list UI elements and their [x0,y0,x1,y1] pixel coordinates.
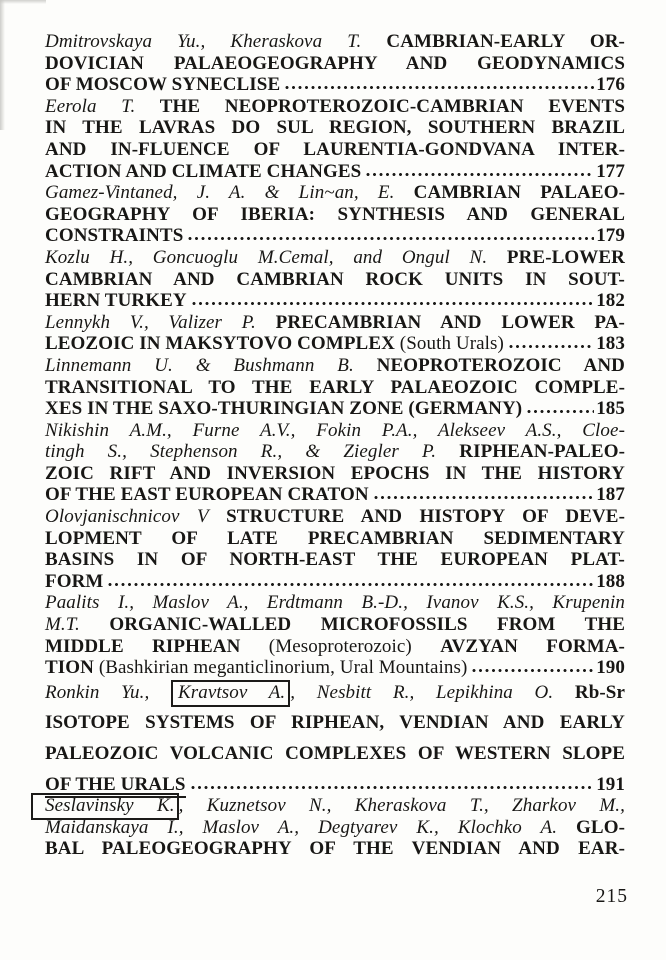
dot-leader [191,785,595,790]
toc-line-text [45,139,625,160]
title-text: LEOZOIC IN MAKSYTOVO COMPLEX [45,333,395,355]
toc-line [45,333,625,355]
toc-line-text [45,838,625,859]
title-text: DOVICIAN PALAEOGEOGRAPHY AND GEODYNAMICS [45,52,625,74]
toc-line-text [45,506,625,527]
page-ref: 177 [596,160,625,182]
author-name: , Kuznetsov N., Kheraskova T., Zharkov M., [178,795,625,817]
toc-line [45,484,625,506]
toc-line [45,398,625,420]
toc-line [45,838,625,860]
toc-line [45,117,625,139]
dot-leader [509,344,594,349]
title-text: CAMBRIAN-EARLY OR- [361,31,625,52]
title-text: NEOPROTEROZOIC AND [353,354,625,376]
title-text: RIPHEAN-PALEO- [436,441,625,463]
table-of-contents [45,31,625,860]
toc-line [45,377,625,399]
page-number: 215 [595,886,628,907]
title-text: BASINS IN OF NORTH-EAST THE EUROPEAN PLAT- [45,549,625,571]
author-name: Nikishin A.M., Furne A.V., Fokin P.A., Alekseev A.S., Cloe- [45,419,625,441]
title-text: CONSTRAINTS [45,225,184,247]
toc-line [45,204,625,226]
toc-line-text [45,377,625,398]
toc-line [45,182,625,204]
toc-line-text [45,657,467,679]
title-text: CAMBRIAN PALAEO- [394,182,625,204]
author-name-boxed: Kravtsov A. [171,680,290,707]
author-name: Ronkin Yu., [45,681,171,703]
author-name: Kozlu H., Goncuoglu M.Cemal, and Ongul N. [45,246,488,268]
toc-line [45,743,625,765]
title-text: HERN TURKEY [45,290,187,312]
title-text: STRUCTURE AND HISTOPY OF DEVE- [208,506,626,528]
toc-line [45,774,625,796]
author-name: Olovjanischnicov V [45,506,209,528]
toc-line-text [45,614,625,635]
dot-leader [188,236,594,241]
toc-line [45,636,625,658]
title-text: ISOTOPE SYSTEMS OF RIPHEAN, VENDIAN AND EARLY [45,712,625,734]
toc-line [45,225,625,247]
toc-line-text [45,74,280,96]
toc-line-text [45,53,625,74]
toc-line [45,139,625,161]
author-name: Eerola T. [45,95,136,117]
toc-line [45,290,625,312]
title-text: PALEOZOIC VOLCANIC COMPLEXES OF WESTERN SLOPE [45,743,625,764]
toc-line [45,657,625,679]
toc-line-text [45,549,625,570]
toc-line [45,96,625,118]
title-text: ZOIC RIFT AND INVERSION EPOCHS IN THE HISTORY [45,462,625,484]
title-text: PRECAMBRIAN AND LOWER PA- [255,311,625,333]
author-name: M.T. [45,614,80,636]
title-note: (Mesoproterozoic) [240,635,441,657]
toc-line-text [45,312,625,333]
scan-edge-artifact-top [0,0,46,4]
toc-line [45,441,625,463]
toc-line-text [45,528,625,549]
title-text: LOPMENT OF LATE PRECAMBRIAN SEDIMENTARY [45,527,625,549]
title-text: ACTION AND CLIMATE CHANGES [45,160,362,182]
toc-line [45,571,625,593]
toc-line [45,31,625,53]
toc-line-text [45,355,625,376]
toc-line [45,74,625,96]
toc-line-text [45,269,625,290]
toc-line [45,817,625,839]
toc-line-text [45,182,625,203]
title-text: XES IN THE SAXO-THURINGIAN ZONE (GERMANY) [45,398,523,420]
toc-line [45,682,625,704]
title-note: (Bashkirian meganticlinorium, Ural Mountains) [93,657,468,679]
title-text: BAL PALEOGEOGRAPHY OF THE VENDIAN AND EAR- [45,838,625,860]
toc-line-text [45,96,625,117]
title-text: Rb-Sr [553,681,626,703]
toc-line-text [45,743,625,764]
toc-line-text [45,592,625,613]
toc-line-text [45,571,103,593]
toc-line-text [45,225,183,247]
dot-leader [285,85,594,90]
toc-line [45,712,625,734]
dot-leader [366,172,594,177]
toc-line-text [45,484,369,506]
toc-line-text [45,795,625,816]
title-text: FORM [45,570,104,592]
toc-line-text [45,117,625,138]
page-ref: 179 [596,225,625,247]
author-name: Maidanskaya I., Maslov A., Degtyarev K., Klochko A. [45,816,558,838]
page-ref: 185 [596,398,625,420]
dot-leader [472,668,594,673]
title-text: IN THE LAVRAS DO SUL REGION, SOUTHERN BRAZIL [45,117,625,139]
author-name: Gamez-Vintaned, J. A. & Lin~an, E. [45,182,395,204]
toc-line [45,53,625,75]
toc-line [45,420,625,442]
title-text: GLO- [557,816,625,838]
page-ref: 190 [596,657,625,679]
author-name-boxed: Seslavinsky K. [31,793,179,820]
toc-line-text [45,31,625,52]
toc-line-text [45,247,625,268]
title-note: (South Urals) [394,333,504,355]
page-ref: 191 [596,773,625,795]
author-name: Dmitrovskaya Yu., Kheraskova T. [45,31,362,52]
toc-line-text [45,398,522,420]
title-text: AVZYAN FORMA- [440,635,625,657]
title-text: ORGANIC-WALLED MICROFOSSILS FROM THE [79,614,625,636]
title-text: MIDDLE RIPHEAN [45,635,241,657]
toc-line [45,528,625,550]
dot-leader [374,495,595,500]
toc-line-text [45,680,625,707]
author-name: Linnemann U. & Bushmann B. [45,354,354,376]
toc-line-text [45,204,625,225]
title-text: OF THE EAST EUROPEAN CRATON [45,484,369,506]
toc-line [45,312,625,334]
title-text: GEOGRAPHY OF IBERIA: SYNTHESIS AND GENERAL [45,203,625,225]
title-text: CAMBRIAN AND CAMBRIAN ROCK UNITS IN SOUT- [45,268,625,290]
toc-line [45,247,625,269]
page-ref: 176 [596,74,625,96]
page-ref: 187 [596,484,625,506]
title-text: AND IN-FLUENCE OF LAURENTIA-GONDVANA INTER- [45,138,625,160]
title-text: OF MOSCOW SYNECLISE [45,74,281,96]
author-name: Lennykh V., Valizer P. [45,311,256,333]
toc-line-text [45,463,625,484]
title-text: TRANSITIONAL TO THE EARLY PALAEOZOIC COMPLE- [45,376,625,398]
toc-line-text [45,441,625,462]
toc-line-text [45,636,625,657]
toc-line [45,614,625,636]
page-ref: 183 [596,333,625,355]
toc-line-text [45,817,625,838]
toc-line-text [45,712,625,733]
toc-line [45,463,625,485]
toc-line-text [45,420,625,441]
author-name: tingh S., Stephenson R., & Ziegler P. [45,441,437,463]
toc-line [45,592,625,614]
title-text: PRE-LOWER [487,246,625,268]
toc-line [45,549,625,571]
scan-edge-artifact-left [0,0,5,130]
toc-line-text [45,290,187,312]
toc-line-text [45,774,186,796]
title-text: TION [45,657,94,679]
toc-line-text [45,161,361,183]
dot-leader [108,582,594,587]
title-text: THE NEOPROTEROZOIC-CAMBRIAN EVENTS [135,95,625,117]
page-ref: 182 [596,290,625,312]
page-ref: 188 [596,570,625,592]
toc-line [45,506,625,528]
title-text: OF THE URALS [45,774,186,798]
dot-leader [527,409,594,414]
toc-line [45,355,625,377]
toc-line [45,161,625,183]
author-name: , Nesbitt R., Lepikhina O. [290,681,554,703]
toc-line [45,269,625,291]
dot-leader [192,301,594,306]
toc-line-text [45,333,504,355]
toc-line [45,795,625,817]
author-name: Paalits I., Maslov A., Erdtmann B.-D., Ivanov K.S., Krupenin [45,592,625,614]
